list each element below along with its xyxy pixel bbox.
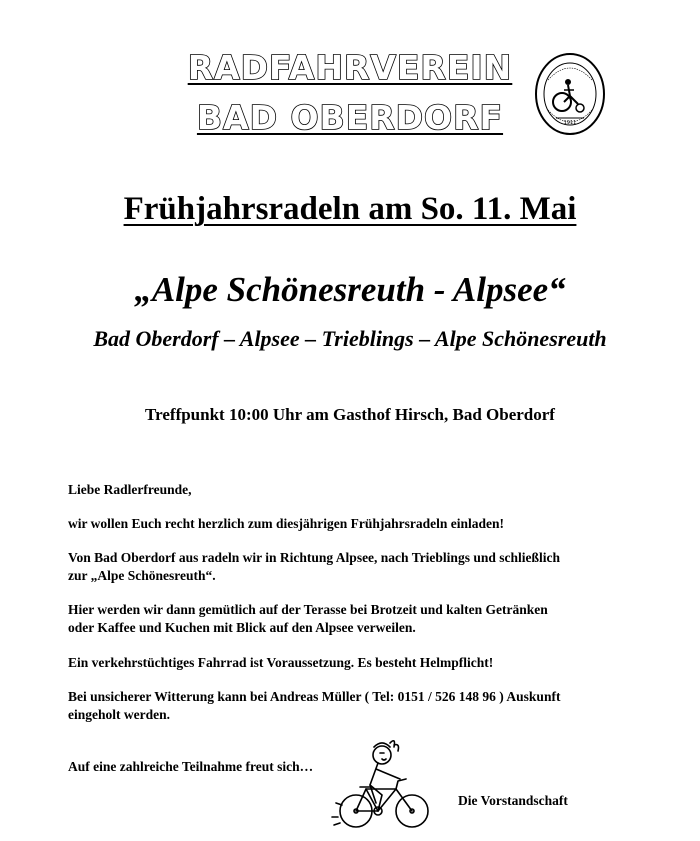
- paragraph-invitation: wir wollen Euch recht herzlich zum diesjährigen Frühjahrsradeln einladen!: [68, 516, 504, 531]
- club-name-line1: RADFAHRVEREIN: [187, 48, 513, 87]
- cyclist-cartoon-icon: [330, 733, 438, 835]
- event-title: Frühjahrsradeln am So. 11. Mai: [123, 191, 577, 227]
- paragraph-route: Von Bad Oberdorf aus radeln wir in Richtung Alpsee, nach Trieblings und schließlich zur „Alpe Schönesreuth“.: [68, 550, 560, 583]
- paragraph-weather: Bei unsicherer Witterung kann bei Andreas Müller ( Tel: 0151 / 526 148 96 ) Auskunft eingeholt werden.: [68, 689, 561, 722]
- paragraph-requirements: Ein verkehrstüchtiges Fahrrad ist Voraussetzung. Es besteht Helmpflicht!: [68, 655, 494, 670]
- greeting: Liebe Radlerfreunde,: [68, 482, 192, 497]
- signature: Die Vorstandschaft: [458, 793, 568, 808]
- club-name-line2: BAD OBERDORF: [196, 98, 504, 137]
- closing-line: Auf eine zahlreiche Teilnahme freut sich…: [68, 759, 314, 774]
- meeting-point: Treffpunkt 10:00 Uhr am Gasthof Hirsch, Bad Oberdorf: [145, 405, 555, 424]
- svg-text:1911: 1911: [563, 120, 577, 126]
- cycling-club-seal-icon: [534, 52, 606, 136]
- event-subtitle: „Alpe Schönesreuth - Alpsee“: [134, 270, 566, 309]
- event-route: Bad Oberdorf – Alpsee – Trieblings – Alpe Schönesreuth: [93, 326, 607, 351]
- paragraph-destination: Hier werden wir dann gemütlich auf der Terasse bei Brotzeit und kalten Getränken oder Kaffee und Kuchen mit Blick auf den Alpsee verweilen.: [68, 602, 548, 635]
